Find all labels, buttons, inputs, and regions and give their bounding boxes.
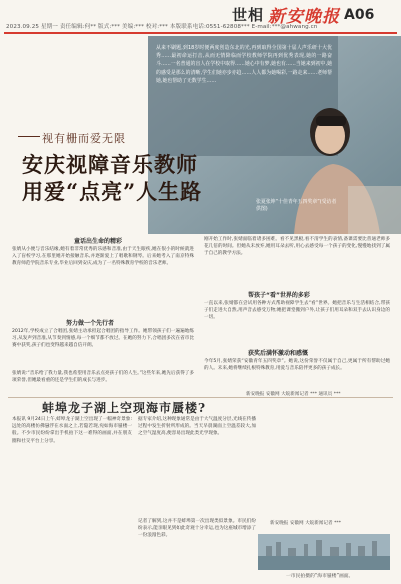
article-col-1a: 张婧从小便与音乐结缘,她有着非常优秀的乐感和音准,由于天生眼疾,她在很小的时候就进入了盲校学习,在那里她开始接触音乐,并逐渐爱上了唱歌和钢琴。后来她考入了南京特殊教育师范学院音乐专业,毕业后回到安庆,成为了一名特殊教育学校的音乐老师。 bbox=[12, 247, 194, 267]
story-divider bbox=[8, 397, 393, 398]
article-byline: 新安晚报 安徽网 大皖新闻记者 *** 通讯员 *** bbox=[246, 392, 341, 397]
hero-caption: 张夏张坤“十佳青年五四奖章”(受访者供图) bbox=[256, 199, 337, 212]
subheading-4: 获奖后满怀激动和感慨 bbox=[248, 350, 309, 357]
newspaper-brand: 新安晚报 bbox=[268, 7, 341, 27]
kicker: 视有栅而爱无限 bbox=[42, 132, 126, 145]
subheading-3: 帮孩子“看”世界的多彩 bbox=[248, 292, 310, 299]
subheading-2: 努力做一个先行者 bbox=[66, 320, 115, 327]
subheading-1: 童话出生命的精彩 bbox=[74, 238, 123, 245]
story2-photo-image bbox=[258, 534, 390, 570]
story2-headline: 蚌埠龙子湖上空现海市蜃楼? bbox=[42, 401, 207, 415]
article-col-1b: 刚开始工作时,张婧面临着诸多困难。看不见黑板,看不清学生的表情,备课需要比普通老师多花几倍的时间。但她从未放弃,她用耳朵去听,用心去感受每一个孩子的变化,慢慢地找到了属于自己的教学方法。 bbox=[204, 237, 390, 257]
page-number: A06 bbox=[344, 6, 375, 23]
story2-photo bbox=[258, 534, 390, 570]
story2-col-3: 记者了解到,这并不是蚌埠第一次出现类似景象。市民们纷纷表示,能亲眼见到如此奇观十分幸运,也为这座城市增添了一份浪漫色彩。 bbox=[138, 519, 256, 539]
masthead bbox=[0, 0, 401, 36]
headline-line-2: 用爱“点亮”人生路 bbox=[22, 179, 203, 204]
article-col-2b: 张婧说:“音乐给了我力量,我也希望用音乐去点亮孩子们的人生。”这些年来,她先后获得了多项荣誉,但她最看重的还是学生们的成长与进步。 bbox=[12, 371, 194, 384]
masthead-meta: 2023.09.25 星期一 责任编辑:何** 版式:*** 美编:*** 校对:*** 本版联系电话:0551-62808*** E-mail:***@ahwang.cn bbox=[6, 24, 318, 30]
article-col-4: 今年5月,张婧荣获“安徽青年五四奖章”。她说,这份荣誉不仅属于自己,更属于所有帮助过她的人。未来,她将继续扎根特殊教育,用爱与音乐陪伴更多的孩子成长。 bbox=[204, 359, 390, 372]
article-col-3: 一直以来,张婧都在尝试用各种方式帮助视障学生去“看”世界。她把音乐与生活相结合,带孩子们走进大自然,用声音去感受万物;她把课堂搬到户外,让孩子们用耳朵和双手去认识身边的一切。 bbox=[204, 301, 390, 321]
story2-photo-caption: 一市民拍摄的“海市蜃楼”画面。 bbox=[286, 574, 354, 579]
masthead-rule bbox=[4, 32, 397, 34]
story2-col-1: 本报讯 9月24日上午,蚌埠龙子湖上空出现了一幅神奇景象:远处的高楼仿佛悬浮在水面之上,若隐若现,宛如海市蜃楼一般。不少市民纷纷拿出手机拍下这一难得的画面,并在朋友圈和社交平台上分享。 bbox=[12, 417, 132, 444]
kicker-rule bbox=[18, 136, 40, 137]
story2-col-2: 据专家介绍,这种现象通常是由于大气温度分层,光线在传播过程中发生折射所形成的。当天早晨湖面上空温差较大,加之空气湿度高,便容易出现此类光学现象。 bbox=[138, 417, 256, 437]
hero-overlay-text: 从来不刷题,到18岁时便两度创造东北的光,再到取得全国第十届人声乐研十大优秀……最初命运打击,从而无情降临而学校教师学院再到优秀表现,她的一路奋斗……一名普通的盲人在学校中取得……她心中有梦,她也有……当她来到初中,她的感受是那么的清晰,学生们她亦步亦趋……人人都为她喝彩,一路走来……老师帮她,她也帮助了无数学生…… bbox=[156, 45, 332, 84]
section-name: 世相 bbox=[232, 6, 265, 24]
story2-byline: 新安晚报 安徽网 大皖新闻记者 *** bbox=[270, 521, 341, 526]
headline-line-1: 安庆视障音乐教师 bbox=[22, 152, 198, 177]
article-col-2a: 2012年,学校成立了合唱团,张婧主动承担起合唱团的指导工作。她带领孩子们一遍遍地练习,从发声到音准,从节奏到情感,每一个细节都不放过。在她的努力下,合唱团多次在省市比赛中获奖,孩子们也变得越来越自信开朗。 bbox=[12, 329, 194, 349]
